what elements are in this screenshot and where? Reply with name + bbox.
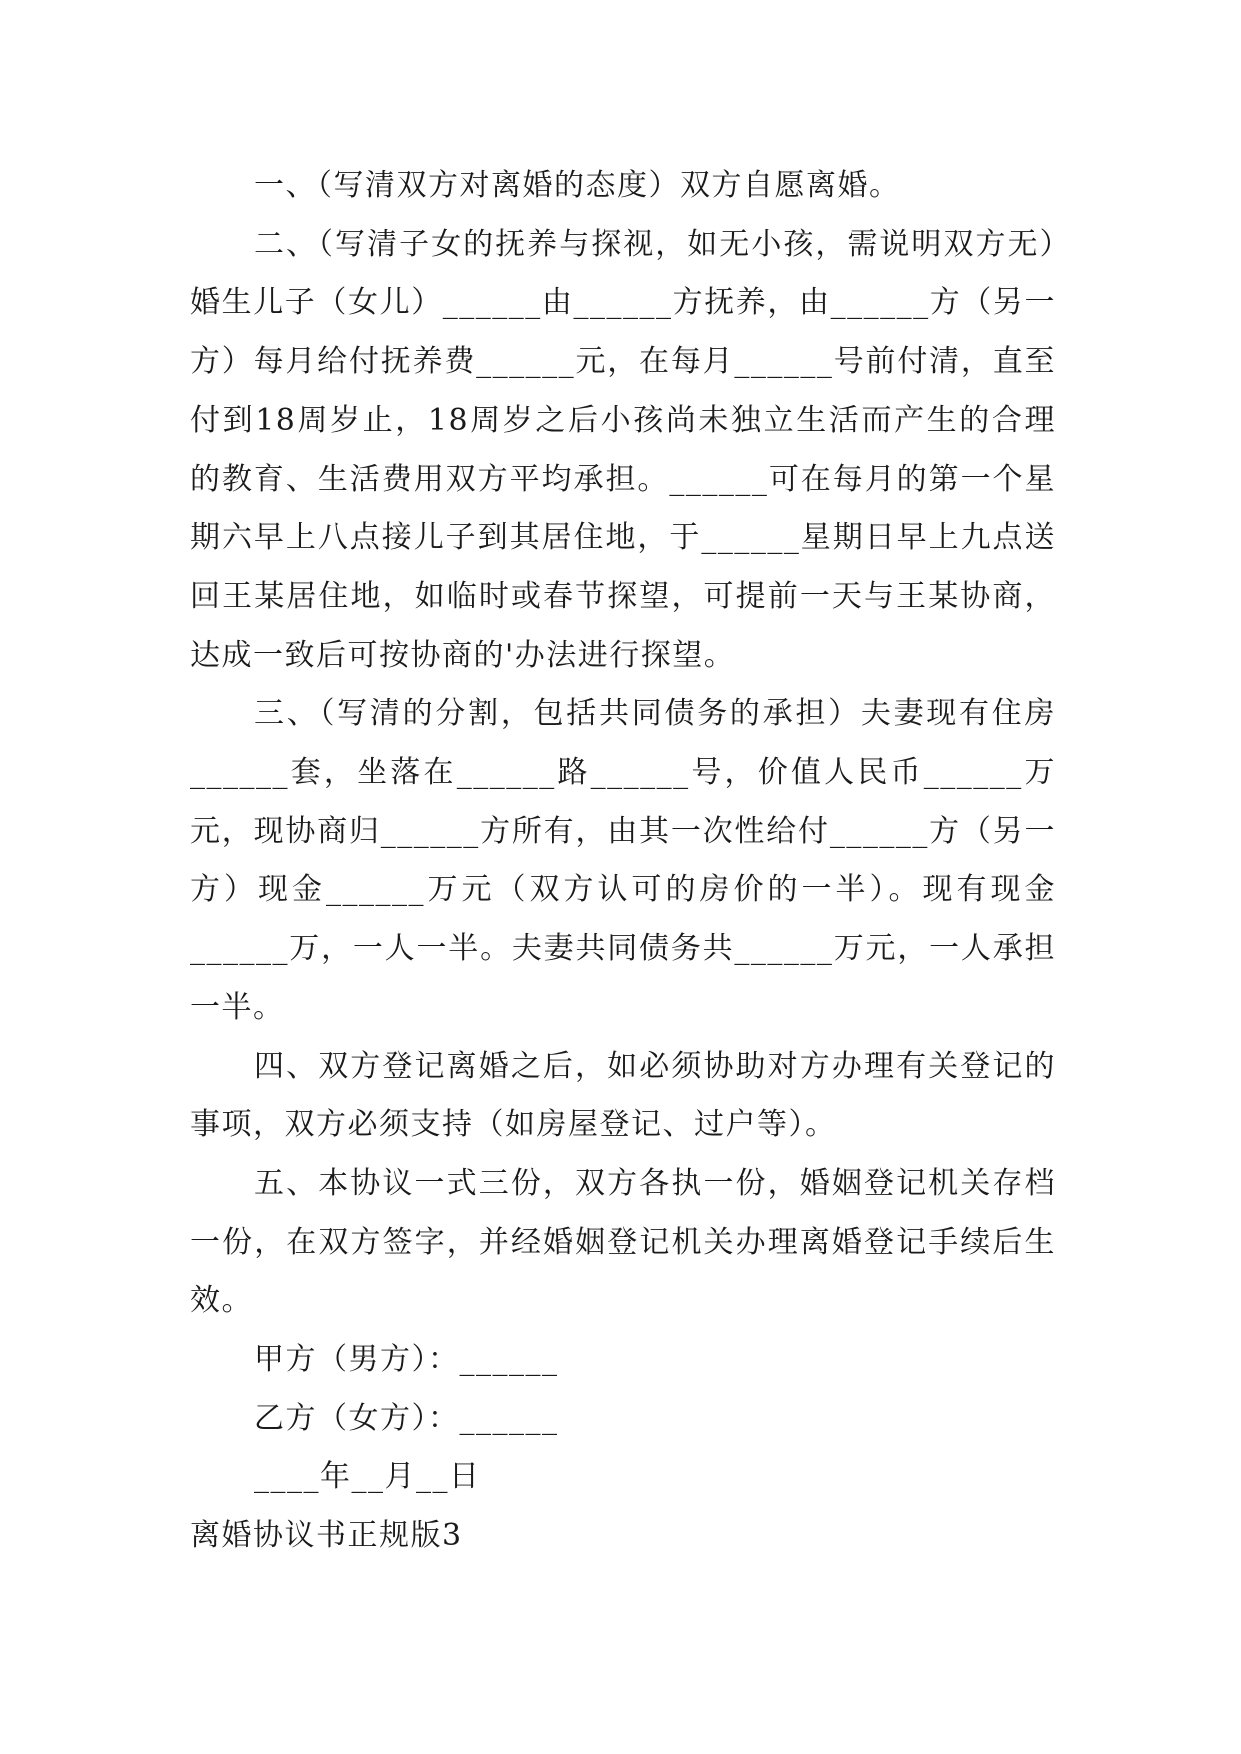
clause-4: 四、双方登记离婚之后，如必须协助对方办理有关登记的事项，双方必须支持（如房屋登记、过户等）。 xyxy=(190,1048,1056,1143)
clause-2: 二、（写清子女的抚养与探视，如无小孩，需说明双方无）婚生儿子（女儿）______由______方抚养，由______方（另一方）每月给付抚养费______元，在每月______号前付清，直至付到18周岁止，18周岁之后小孩尚未独立生活而产生的合理的教育、生活费用双方平均承担。______可在每月的第一个星期六早上八点接儿子到其居住地，于______星期日早上九点送回王某居住地，如临时或春节探望，可提前一天与王某协商，达成一致后可按协商的'办法进行探望。 xyxy=(190,226,1056,673)
document-body xyxy=(190,157,1056,1566)
clause-1: 一、（写清双方对离婚的态度）双方自愿离婚。 xyxy=(254,168,901,203)
clause-5: 五、本协议一式三份，双方各执一份，婚姻登记机关存档一份，在双方签字，并经婚姻登记机关办理离婚登记手续后生效。 xyxy=(190,1165,1056,1319)
clause-3: 三、（写清的分割，包括共同债务的承担）夫妻现有住房______套，坐落在______路______号，价值人民币______万元，现协商归______方所有，由其一次性给付______方（另一方）现金______万元（双方认可的房价的一半）。现有现金______万，一人一半。夫妻共同债务共______万元，一人承担一半。 xyxy=(190,696,1056,1025)
signature-party-b: 乙方（女方）：______ xyxy=(254,1400,559,1436)
signature-party-a: 甲方（男方）：______ xyxy=(254,1342,559,1378)
date-line: ____年__月__日 xyxy=(254,1459,481,1495)
next-section-title: 离婚协议书正规版3 xyxy=(190,1518,463,1554)
